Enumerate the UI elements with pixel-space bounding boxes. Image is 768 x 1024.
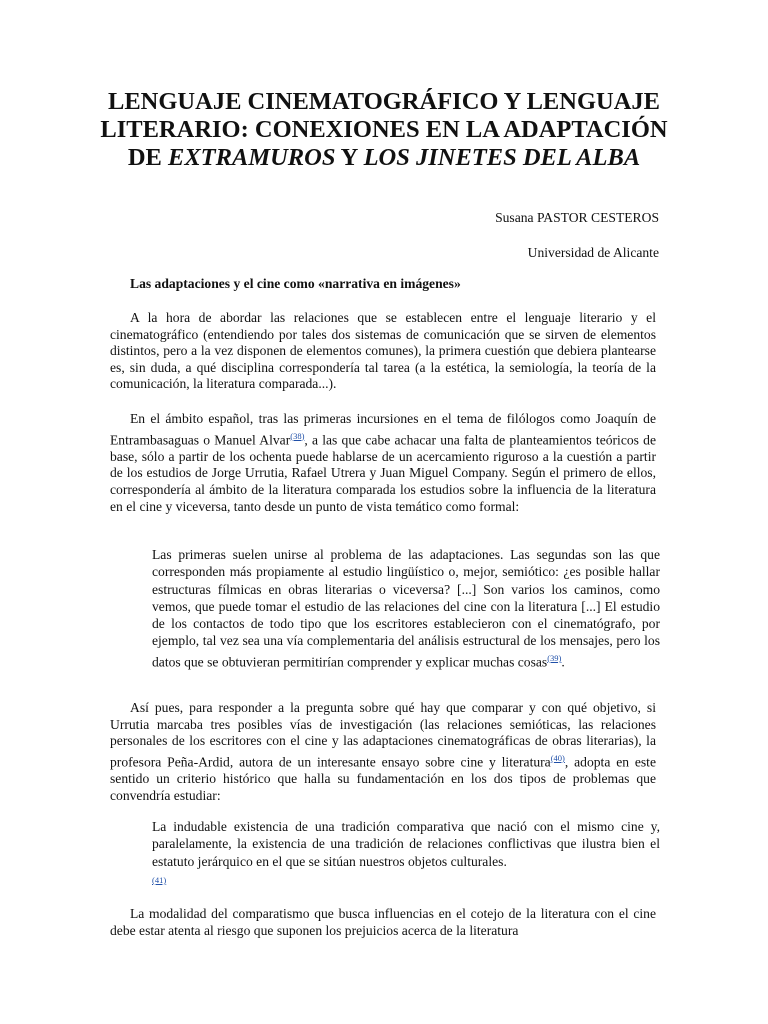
block-quote-1 [152,546,660,671]
paragraph-3-text-a: Así pues, para responder a la pregunta sobre qué hay que comparar y con qué objetivo, si Urrutia marcaba tres posibles vías de investigación (las relaciones semióticas, las relaciones personales de los escritores con el cine y las adaptaciones cinematográficas de obras literarias), la profesora Peña-Ardid, autora de un interesante ensayo sobre cine y literatura [110,700,656,770]
paragraph-3 [110,700,656,804]
paragraph-2-text-a: En el ámbito español, tras las primeras incursiones en el tema de filólogos como Joaquín de Entrambasaguas o Manuel Alvar [110,411,656,448]
title-italic-jinetes: LOS JINETES DEL ALBA [363,144,641,171]
footnote-link-38[interactable]: (38) [290,430,305,441]
paragraph-1: A la hora de abordar las relaciones que se establecen entre el lenguaje literario y el cinematográfico (entendiendo por tales dos sistemas de comunicación que se sirven de elementos distintos, pero a la vez disponen de elementos comunes), la primera cuestión que debiera plantearse es, sin duda, a qué disciplina correspondería tal tarea (a la estética, la semiología, la teoría de la comunicación, la literatura comparada...). [110,310,656,392]
author-affiliation: Universidad de Alicante [527,245,659,260]
block-quote-2-end: . [503,853,507,869]
paragraph-2 [110,411,656,515]
block-quote-2 [152,818,660,889]
title-italic-extramuros: EXTRAMUROS [167,144,336,171]
author-name: Susana PASTOR CESTEROS [495,210,659,225]
paper-title [100,88,668,172]
title-conjunction: Y [335,144,364,171]
block-quote-1-text: Las primeras suelen unirse al problema de las adaptaciones. Las segundas son las que corresponden más propiamente al estudio lingüístico o, mejor, semiótico: ¿es posible hallar estructuras fílmicas en obras literarias o viceversa? [...] Son varios los caminos, como vemos, que puede tomar el estudio de las relaciones del cine con la literatura [...] El estudio de los contactos de todo tipo que los escritores establecieron con el cinematógrafo, por ejemplo, tal vez sea una vía complementaria del análisis estructural de los mensajes, pero los datos que se obtuvieran permitirían comprender y explicar muchas cosas [152,547,660,670]
footnote-link-40[interactable]: (40) [550,752,565,763]
block-quote-2-text: La indudable existencia de una tradición comparativa que nació con el mismo cine y, paralelamente, la existencia de una tradición de relaciones conflictivas que ilustra bien el estatuto jerárquico en el que se sitúan nuestros objetos culturales [152,819,660,869]
footnote-link-39[interactable]: (39) [547,652,562,663]
paragraph-3-text-b: , adopta en este sentido un criterio histórico que halla su fundamentación en los dos tipos de problemas que convendría estudiar: [110,754,656,803]
paragraph-4: La modalidad del comparatismo que busca influencias en el cotejo de la literatura con el cine debe estar atenta al riesgo que suponen los prejuicios acerca de la literatura [110,906,656,938]
footnote-link-41[interactable]: (41) [152,874,167,885]
title-text: LENGUAJE CINEMATOGRÁFICO Y LENGUAJE LITERARIO: CONEXIONES EN LA ADAPTACIÓN DE [100,88,668,171]
paragraph-2-text-b: , a las que cabe achacar una falta de planteamientos teóricos de base, sólo a partir de los ochenta puede hablarse de un acercamiento riguroso a la cuestión a partir de los estudios de Jorge Urrutia, Rafael Utrera y Juan Miguel Company. Según el primero de ellos, correspondería al ámbito de la literatura comparada los estudios sobre la influencia de la literatura en el cine y viceversa, tanto desde un punto de vista temático como formal: [110,432,656,514]
block-quote-1-end: . [561,654,565,670]
section-heading: Las adaptaciones y el cine como «narrativa en imágenes» [130,276,461,291]
